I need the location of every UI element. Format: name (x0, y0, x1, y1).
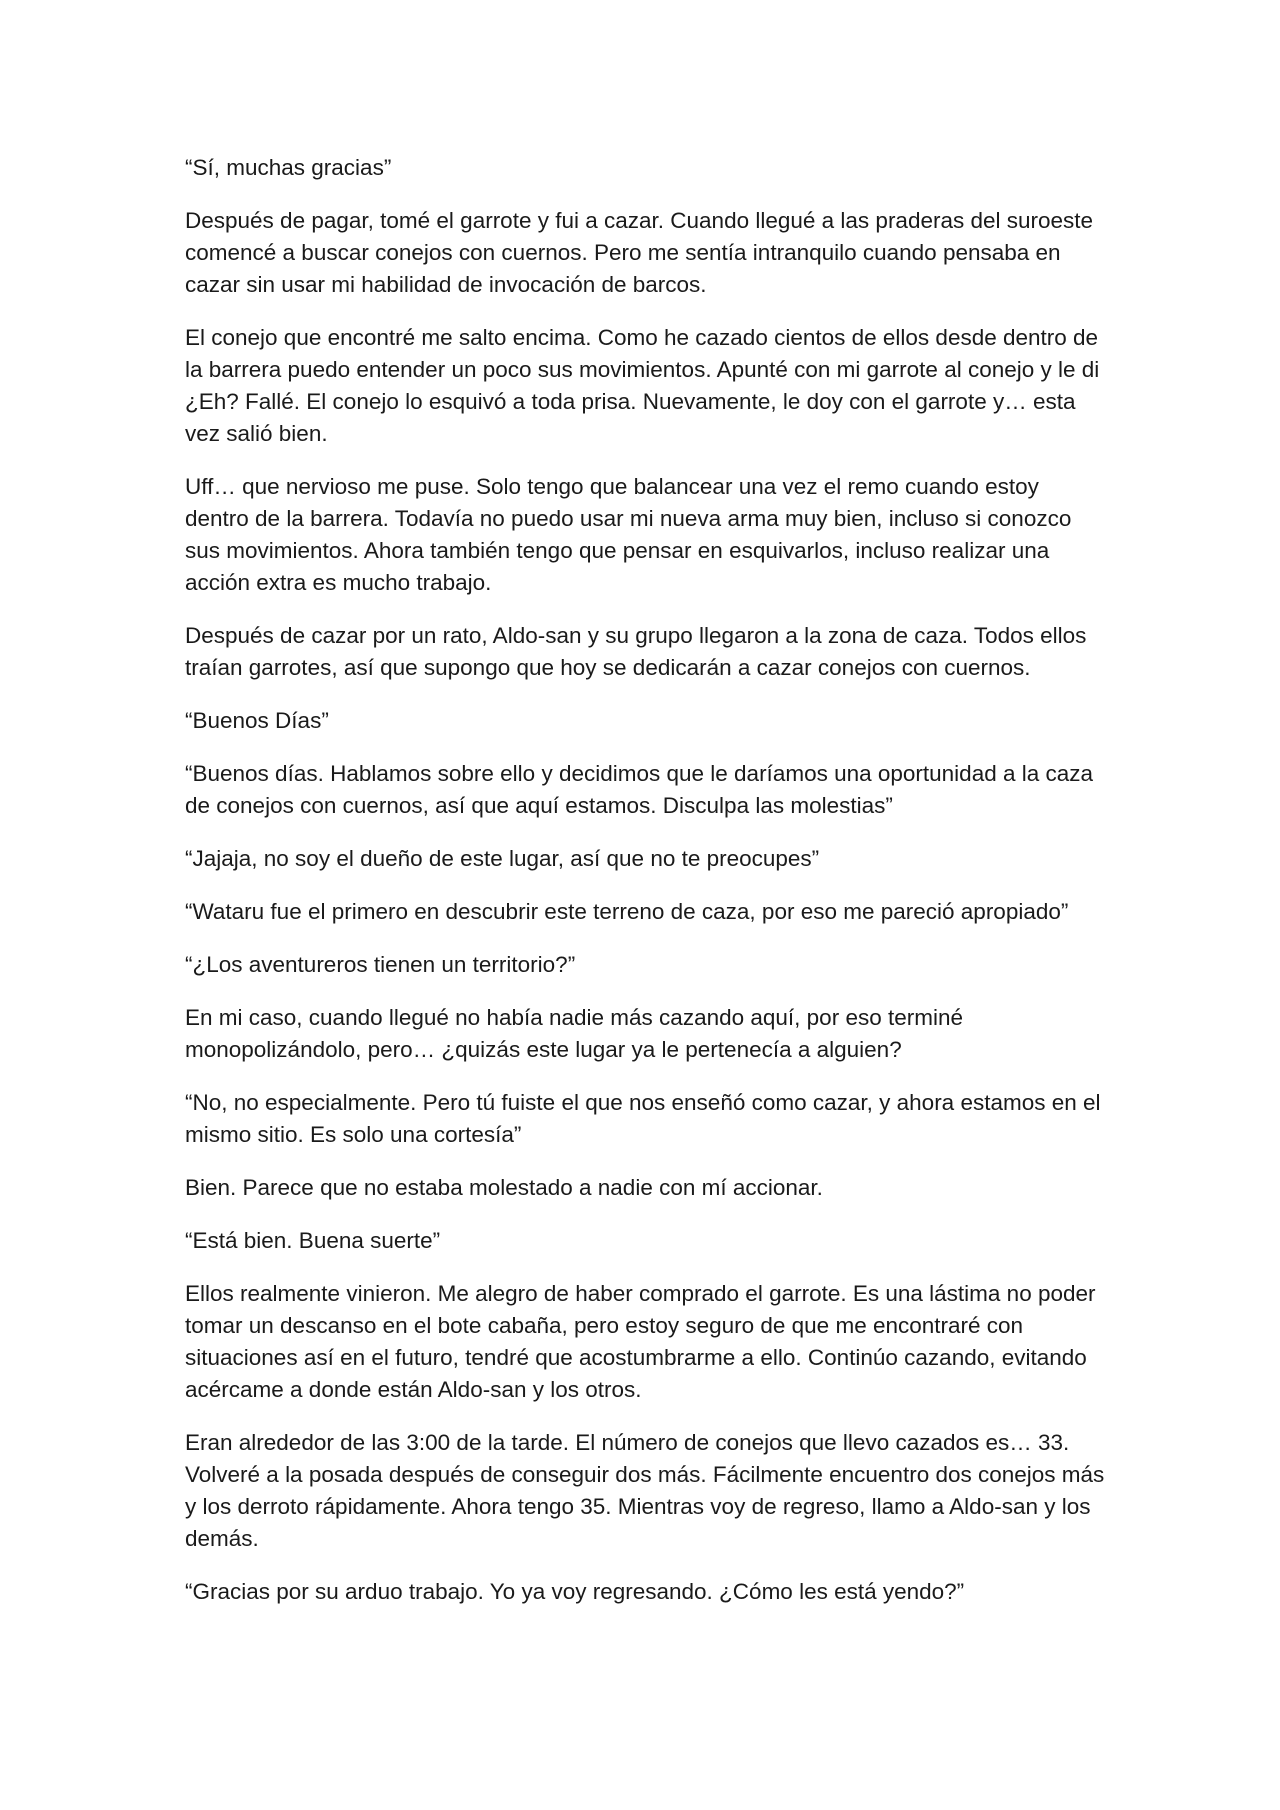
paragraph: “No, no especialmente. Pero tú fuiste el que nos enseñó como cazar, y ahora estamos en el mismo sitio. Es solo una cortesía” (185, 1090, 1101, 1147)
paragraph: “Jajaja, no soy el dueño de este lugar, así que no te preocupes” (185, 846, 820, 871)
paragraph: Después de cazar por un rato, Aldo-san y su grupo llegaron a la zona de caza. Todos ellos traían garrotes, así que supongo que hoy se dedicarán a cazar conejos con cuernos. (185, 623, 1087, 680)
paragraph: Uff… que nervioso me puse. Solo tengo que balancear una vez el remo cuando estoy dentro de la barrera. Todavía no puedo usar mi nueva arma muy bien, incluso si conozco sus movimientos. Ahora también tengo que pensar en esquivarlos, incluso realizar una acción extra es mucho trabajo. (185, 474, 1072, 595)
paragraph: El conejo que encontré me salto encima. Como he cazado cientos de ellos desde dentro de la barrera puedo entender un poco sus movimientos. Apunté con mi garrote al conejo y le di ¿Eh? Fallé. El conejo lo esquivó a toda prisa. Nuevamente, le doy con el garrote y… esta vez salió bien. (185, 325, 1100, 446)
paragraph: “Buenos Días” (185, 708, 329, 733)
paragraph: “Gracias por su arduo trabajo. Yo ya voy regresando. ¿Cómo les está yendo?” (185, 1579, 965, 1604)
paragraph: “¿Los aventureros tienen un territorio?” (185, 952, 576, 977)
paragraph: “Está bien. Buena suerte” (185, 1228, 441, 1253)
paragraph: “Wataru fue el primero en descubrir este terreno de caza, por eso me pareció apropiado” (185, 899, 1069, 924)
paragraph: En mi caso, cuando llegué no había nadie más cazando aquí, por eso terminé monopolizándolo, pero… ¿quizás este lugar ya le pertenecía a alguien? (185, 1005, 963, 1062)
document-body (185, 152, 1105, 1629)
paragraph: Eran alrededor de las 3:00 de la tarde. El número de conejos que llevo cazados es… 33. Volveré a la posada después de conseguir dos más. Fácilmente encuentro dos conejos más y los derroto rápidamente. Ahora tengo 35. Mientras voy de regreso, llamo a Aldo-san y los demás. (185, 1430, 1105, 1551)
paragraph: Después de pagar, tomé el garrote y fui a cazar. Cuando llegué a las praderas del suroeste comencé a buscar conejos con cuernos. Pero me sentía intranquilo cuando pensaba en cazar sin usar mi habilidad de invocación de barcos. (185, 208, 1094, 297)
paragraph: Ellos realmente vinieron. Me alegro de haber comprado el garrote. Es una lástima no poder tomar un descanso en el bote cabaña, pero estoy seguro de que me encontraré con situaciones así en el futuro, tendré que acostumbrarme a ello. Continúo cazando, evitando acércame a donde están Aldo-san y los otros. (185, 1281, 1096, 1402)
paragraph: “Sí, muchas gracias” (185, 155, 392, 180)
paragraph: Bien. Parece que no estaba molestado a nadie con mí accionar. (185, 1175, 823, 1200)
paragraph: “Buenos días. Hablamos sobre ello y decidimos que le daríamos una oportunidad a la caza de conejos con cuernos, así que aquí estamos. Disculpa las molestias” (185, 761, 1094, 818)
